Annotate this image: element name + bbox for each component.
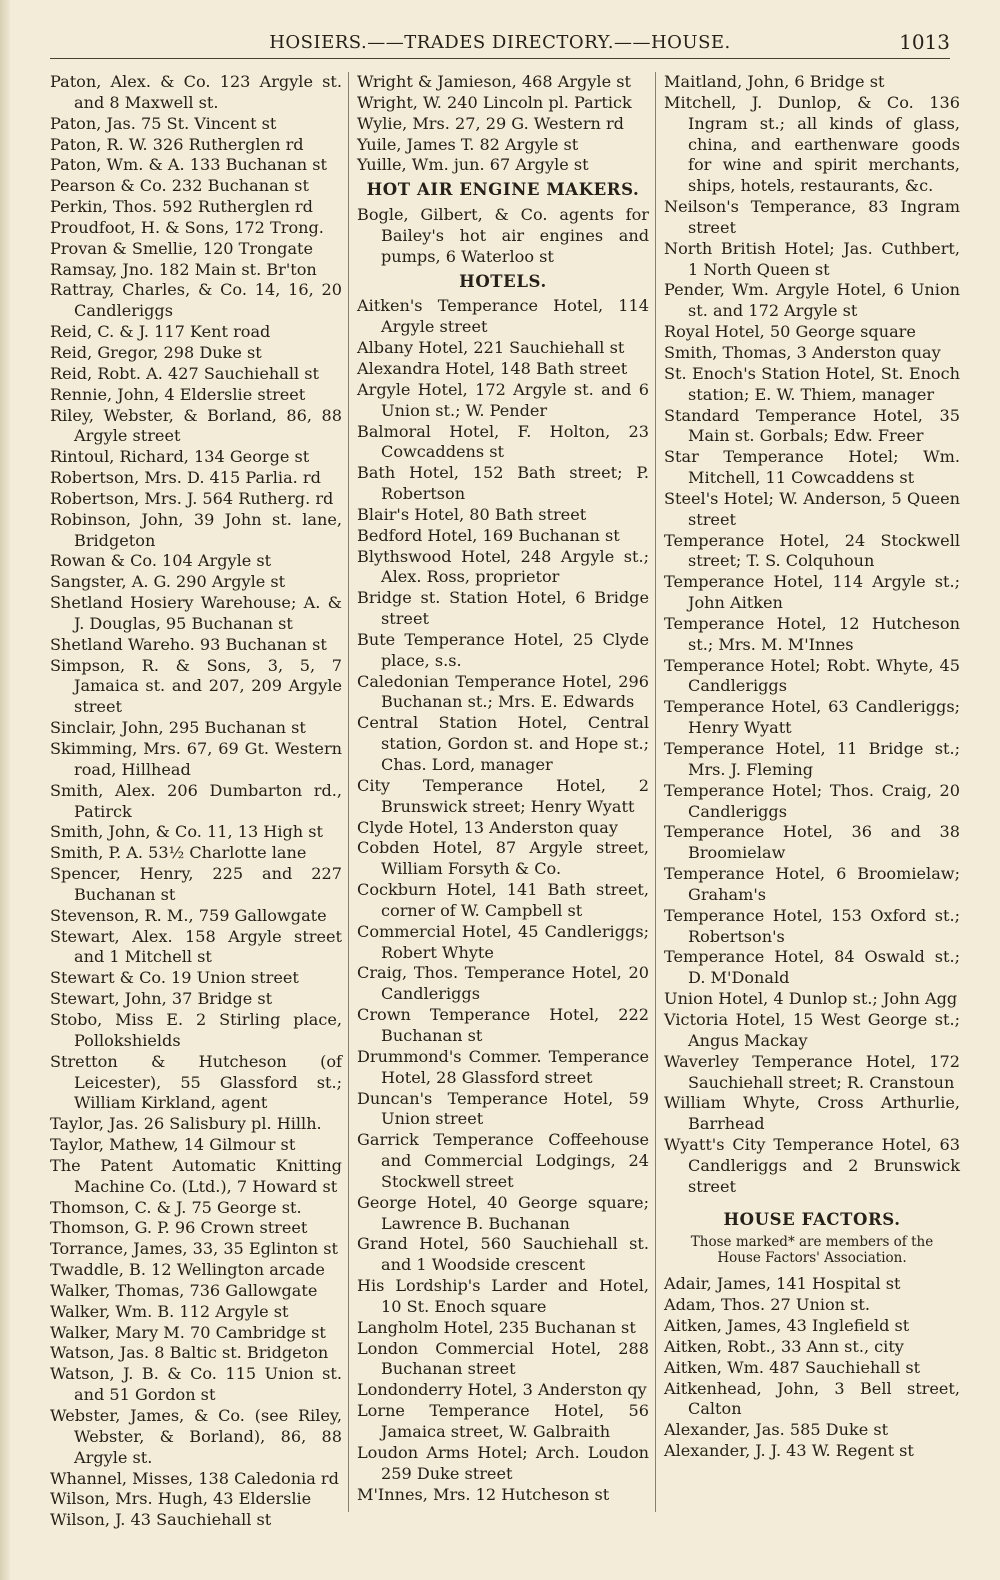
directory-entry: Royal Hotel, 50 George square [664,322,916,342]
directory-entry: Taylor, Jas. 26 Salisbury pl. Hillh. [50,1114,322,1134]
directory-entry: Adam, Thos. 27 Union st. [664,1295,870,1315]
directory-entry: Stretton & Hutcheson (of Leicester), 55 Glassford st.; William Kirkland, agent [50,1051,342,1113]
directory-entry: Temperance Hotel; Thos. Craig, 20 Candleriggs [664,780,960,821]
directory-entry: Rintoul, Richard, 134 George st [50,447,310,467]
directory-entry: Ramsay, Jno. 182 Main st. Br'ton [50,259,317,279]
directory-entry: Temperance Hotel, 24 Stockwell street; T. S. Colquhoun [664,530,960,571]
directory-entry: Wyatt's City Temperance Hotel, 63 Candleriggs and 2 Brunswick street [664,1135,960,1196]
directory-entry: Bath Hotel, 152 Bath street; P. Robertson [357,463,649,504]
directory-entry: Watson, Jas. 8 Baltic st. Bridgeton [50,1343,329,1363]
directory-entry: Central Station Hotel, Central station, Gordon st. and Hope st.; Chas. Lord, manager [357,713,649,774]
directory-entry: William Whyte, Cross Arthurlie, Barrhead [664,1093,960,1134]
directory-entry: Yuille, Wm. jun. 67 Argyle st [357,155,589,175]
directory-entry: Bedford Hotel, 169 Buchanan st [357,525,620,545]
hot-air-engine-makers-list [357,205,649,268]
directory-entry: London Commercial Hotel, 288 Buchanan street [357,1338,649,1379]
directory-entry: Lorne Temperance Hotel, 56 Jamaica street, W. Galbraith [357,1401,649,1441]
directory-entry: Skimming, Mrs. 67, 69 Gt. Western road, Hillhead [50,739,342,779]
directory-entry: Thomson, G. P. 96 Crown street [50,1218,308,1238]
house-factors-list [664,1274,960,1462]
directory-entry: Sinclair, John, 295 Buchanan st [50,718,306,738]
directory-entry: Balmoral Hotel, F. Holton, 23 Cowcaddens st [357,421,649,462]
directory-entry: His Lordship's Larder and Hotel, 10 St. Enoch square [357,1276,649,1316]
directory-entry: Loudon Arms Hotel; Arch. Loudon 259 Duke street [357,1442,649,1483]
directory-entry: Albany Hotel, 221 Sauchiehall st [357,338,625,358]
directory-entry: Pender, Wm. Argyle Hotel, 6 Union st. and 172 Argyle st [664,280,960,321]
directory-entry: Langholm Hotel, 235 Buchanan st [357,1317,636,1337]
directory-entry: Blythswood Hotel, 248 Argyle st.; Alex. Ross, proprietor [357,546,649,587]
directory-entry: Robertson, Mrs. D. 415 Parlia. rd [50,468,321,488]
directory-entry: Bute Temperance Hotel, 25 Clyde place, s.s. [357,629,649,670]
directory-entry: Bogle, Gilbert, & Co. agents for Bailey's hot air engines and pumps, 6 Waterloo st [357,205,649,266]
directory-entry: Yuile, James T. 82 Argyle st [357,134,579,154]
directory-entry: Aitken, Robt., 33 Ann st., city [664,1336,904,1356]
directory-entry: Paton, R. W. 326 Rutherglen rd [50,134,304,154]
directory-entry: Union Hotel, 4 Dunlop st.; John Agg [664,989,958,1009]
directory-entry: North British Hotel; Jas. Cuthbert, 1 North Queen st [664,238,960,279]
directory-entry: Garrick Temperance Coffeehouse and Commercial Lodgings, 24 Stockwell street [357,1130,649,1191]
directory-entry: Wilson, Mrs. Hugh, 43 Elderslie [50,1489,312,1509]
column-divider [348,72,349,1512]
directory-entry: Aitken, James, 43 Inglefield st [664,1316,910,1336]
directory-entry: Twaddle, B. 12 Wellington arcade [50,1260,325,1280]
hotels-list [357,296,649,1505]
directory-entry: M'Innes, Mrs. 12 Hutcheson st [357,1484,610,1504]
directory-entry: Stewart, John, 37 Bridge st [50,989,273,1009]
directory-entry: Shetland Hosiery Warehouse; A. & J. Douglas, 95 Buchanan st [50,593,342,633]
directory-entry: Temperance Hotel, 6 Broomielaw; Graham's [664,864,960,904]
directory-entry: St. Enoch's Station Hotel, St. Enoch station; E. W. Thiem, manager [664,363,960,404]
column-3 [664,72,960,1462]
directory-entry: Temperance Hotel; Robt. Whyte, 45 Candleriggs [664,655,960,696]
directory-entry: Spencer, Henry, 225 and 227 Buchanan st [50,864,342,904]
directory-entry: Robinson, John, 39 John st. lane, Bridgeton [50,509,342,550]
directory-entry: Paton, Alex. & Co. 123 Argyle st. and 8 Maxwell st. [50,72,342,112]
directory-entry: Adair, James, 141 Hospital st [664,1274,901,1294]
directory-entry: Reid, C. & J. 117 Kent road [50,322,271,342]
directory-entry: Waverley Temperance Hotel, 172 Sauchiehall street; R. Cranstoun [664,1051,960,1092]
directory-entry: Blair's Hotel, 80 Bath street [357,504,587,524]
house-factors-note: Those marked* are members of the House Factors' Association. [690,1234,934,1267]
page-binding-edge [0,0,10,1580]
directory-entry: Commercial Hotel, 45 Candleriggs; Robert Whyte [357,921,649,962]
directory-entry: Temperance Hotel, 84 Oswald st.; D. M'Donald [664,947,960,988]
directory-entry: Watson, J. B. & Co. 115 Union st. and 51 Gordon st [50,1364,342,1405]
directory-entry: Wright & Jamieson, 468 Argyle st [357,72,631,91]
directory-entry: Sangster, A. G. 290 Argyle st [50,572,286,592]
section-heading-hot-air-engine-makers: HOT AIR ENGINE MAKERS. [366,180,640,200]
page-number: 1013 [899,30,950,54]
directory-entry: Drummond's Commer. Temperance Hotel, 28 Glassford street [357,1046,649,1087]
directory-entry: Proudfoot, H. & Sons, 172 Trong. [50,217,324,237]
directory-entry: Alexander, Jas. 585 Duke st [664,1420,889,1440]
directory-entry: Standard Temperance Hotel, 35 Main st. Gorbals; Edw. Freer [664,405,960,446]
directory-entry: Wright, W. 240 Lincoln pl. Partick [357,92,632,112]
directory-entry: Argyle Hotel, 172 Argyle st. and 6 Union st.; W. Pender [357,379,649,420]
directory-entry: Temperance Hotel, 11 Bridge st.; Mrs. J. Fleming [664,739,960,779]
running-title: HOSIERS.——TRADES DIRECTORY.——HOUSE. [269,32,731,53]
directory-entry: Neilson's Temperance, 83 Ingram street [664,197,960,237]
directory-entry: Bridge st. Station Hotel, 6 Bridge street [357,588,649,629]
directory-entry: Reid, Robt. A. 427 Sauchiehall st [50,363,319,383]
directory-entry: Maitland, John, 6 Bridge st [664,72,885,91]
directory-entry: Riley, Webster, & Borland, 86, 88 Argyle street [50,405,342,446]
directory-entry: Alexandra Hotel, 148 Bath street [357,358,628,378]
directory-entry: Crown Temperance Hotel, 222 Buchanan st [357,1005,649,1045]
directory-entry: Temperance Hotel, 114 Argyle st.; John Aitken [664,572,960,613]
column-divider [655,72,656,1512]
directory-entry: Mitchell, J. Dunlop, & Co. 136 Ingram st.; all kinds of glass, china, and earthenware goods for wine and spirit merchants, ships, hotels, restaurants, &c. [664,92,960,196]
directory-entry: Londonderry Hotel, 3 Anderston qy [357,1380,647,1400]
directory-entry: Whannel, Misses, 138 Caledonia rd [50,1468,339,1488]
directory-entry: Rowan & Co. 104 Argyle st [50,551,272,571]
directory-entry: Torrance, James, 33, 35 Eglinton st [50,1239,338,1259]
directory-entry: Rennie, John, 4 Elderslie street [50,384,306,404]
directory-entry: Aitkenhead, John, 3 Bell street, Calton [664,1378,960,1419]
directory-entry: Steel's Hotel; W. Anderson, 5 Queen street [664,488,960,529]
directory-entry: Aitken's Temperance Hotel, 114 Argyle street [357,296,649,337]
directory-entry: Stevenson, R. M., 759 Gallowgate [50,905,327,925]
directory-entry: Webster, James, & Co. (see Riley, Webster, & Borland), 86, 88 Argyle st. [50,1406,342,1467]
directory-entry: Smith, John, & Co. 11, 13 High st [50,822,323,842]
directory-entry: Provan & Smellie, 120 Trongate [50,238,314,258]
directory-entry: Thomson, C. & J. 75 George st. [50,1197,302,1217]
directory-entry: Temperance Hotel, 12 Hutcheson st.; Mrs. M. M'Innes [664,613,960,654]
directory-entry: Clyde Hotel, 13 Anderston quay [357,817,618,837]
directory-entry: The Patent Automatic Knitting Machine Co. (Ltd.), 7 Howard st [50,1155,342,1196]
directory-entry: Cockburn Hotel, 141 Bath street, corner of W. Campbell st [357,880,649,920]
directory-entry: Simpson, R. & Sons, 3, 5, 7 Jamaica st. and 207, 209 Argyle street [50,655,342,717]
directory-entry: Stewart, Alex. 158 Argyle street and 1 Mitchell st [50,926,342,967]
directory-entry: Temperance Hotel, 36 and 38 Broomielaw [664,822,960,863]
directory-entry: Paton, Jas. 75 St. Vincent st [50,113,277,133]
directory-entry: Temperance Hotel, 63 Candleriggs; Henry Wyatt [664,697,960,738]
directory-entry: Taylor, Mathew, 14 Gilmour st [50,1135,296,1155]
directory-entry: Smith, P. A. 53½ Charlotte lane [50,843,307,863]
directory-entry: Perkin, Thos. 592 Rutherglen rd [50,197,313,217]
directory-entry: Rattray, Charles, & Co. 14, 16, 20 Candleriggs [50,280,342,321]
directory-entry: Shetland Wareho. 93 Buchanan st [50,634,327,654]
directory-entry: Star Temperance Hotel; Wm. Mitchell, 11 Cowcaddens st [664,447,960,488]
directory-entry: Reid, Gregor, 298 Duke st [50,342,262,362]
directory-entry: Stewart & Co. 19 Union street [50,968,299,988]
directory-entry: Wylie, Mrs. 27, 29 G. Western rd [357,113,624,133]
hotels-continued-list [664,72,960,1198]
directory-entry: Victoria Hotel, 15 West George st.; Angus Mackay [664,1009,960,1050]
column-2 [357,72,649,1505]
directory-entry: Aitken, Wm. 487 Sauchiehall st [664,1357,921,1377]
directory-entry: Walker, Wm. B. 112 Argyle st [50,1301,289,1321]
directory-entry: Walker, Thomas, 736 Gallowgate [50,1280,318,1300]
directory-entry: Duncan's Temperance Hotel, 59 Union street [357,1088,649,1129]
directory-entry: Craig, Thos. Temperance Hotel, 20 Candleriggs [357,963,649,1004]
directory-entry: Cobden Hotel, 87 Argyle street, William Forsyth & Co. [357,838,649,879]
directory-entry: Caledonian Temperance Hotel, 296 Buchanan st.; Mrs. E. Edwards [357,671,649,712]
directory-entry: Paton, Wm. & A. 133 Buchanan st [50,155,327,175]
directory-entry: Smith, Alex. 206 Dumbarton rd., Patirck [50,780,342,821]
directory-entry: Alexander, J. J. 43 W. Regent st [664,1441,914,1461]
directory-entry: Smith, Thomas, 3 Anderston quay [664,342,941,362]
directory-entry: George Hotel, 40 George square; Lawrence B. Buchanan [357,1192,649,1233]
hosiers-continued-list [357,72,649,176]
directory-entry: Temperance Hotel, 153 Oxford st.; Robertson's [664,905,960,946]
directory-entry: Pearson & Co. 232 Buchanan st [50,176,309,196]
directory-entry: Walker, Mary M. 70 Cambridge st [50,1322,326,1342]
directory-entry: City Temperance Hotel, 2 Brunswick street; Henry Wyatt [357,775,649,816]
directory-entry: Grand Hotel, 560 Sauchiehall st. and 1 Woodside crescent [357,1234,649,1275]
page-header [50,28,950,59]
section-heading-hotels: HOTELS. [459,271,547,291]
directory-entry: Robertson, Mrs. J. 564 Rutherg. rd [50,488,334,508]
directory-entry: Wilson, J. 43 Sauchiehall st [50,1510,272,1530]
section-heading-house-factors: HOUSE FACTORS. [723,1209,901,1229]
directory-entry: Stobo, Miss E. 2 Stirling place, Pollokshields [50,1009,342,1050]
column-1 [50,72,342,1531]
